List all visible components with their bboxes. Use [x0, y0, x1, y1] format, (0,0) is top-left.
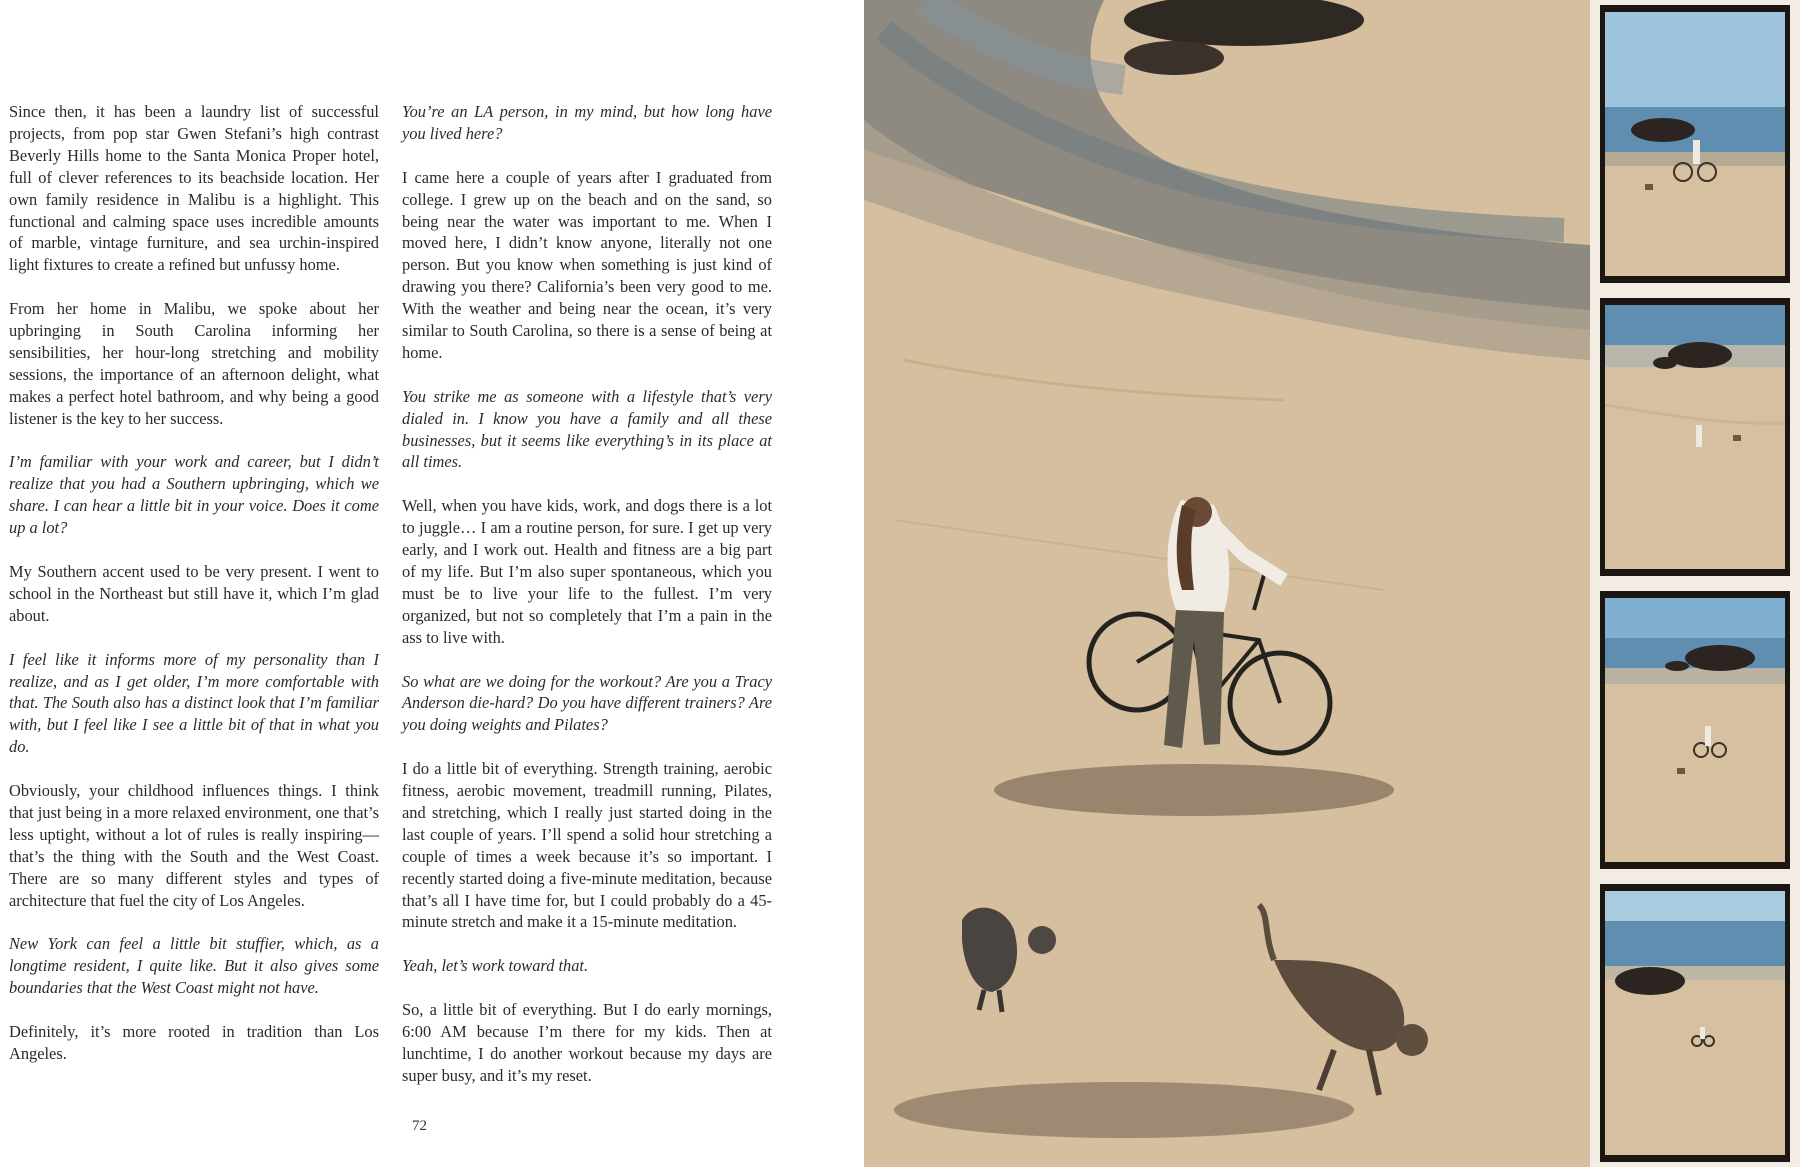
beach-thumbnail: [1605, 305, 1785, 569]
film-frame: [1600, 884, 1790, 1162]
page-number: 72: [412, 1118, 427, 1134]
film-frame: [1600, 5, 1790, 283]
body-paragraph: From her home in Malibu, we spoke about her upbringing in South Carolina informing her sensibilities, her hour-long stretching and mobility sessions, the importance of an afternoon delight, what makes a perfect hotel bathroom, and why being a good listener is the key to her success.: [9, 299, 379, 428]
body-paragraph: My Southern accent used to be very present. I went to school in the Northeast but still have it, which I’m glad about.: [9, 561, 379, 625]
beach-thumbnail: [1605, 12, 1785, 276]
body-paragraph: So, a little bit of everything. But I do early mornings, 6:00 AM because I’m there for my kids. Then at lunchtime, I do another workout because my days are super busy, and it’s my reset.: [402, 1000, 772, 1085]
article-page: [0, 0, 864, 1167]
film-strip: [1590, 0, 1800, 1167]
body-paragraph: Since then, it has been a laundry list of successful projects, from pop star Gwen Stefani’s high contrast Beverly Hills home to the Santa Monica Proper hotel, full of clever references to its beachside location. Her own family residence in Malibu is a highlight. This functional and calming space uses incredible amounts of marble, vintage furniture, and sea urchin-inspired light fixtures to create a refined but unfussy home.: [9, 102, 379, 275]
beach-thumbnail: [1605, 598, 1785, 862]
right-text-column: [402, 101, 772, 1109]
beach-thumbnail: [1605, 891, 1785, 1155]
interview-question: So what are we doing for the workout? Are you a Tracy Anderson die-hard? Do you have different trainers? Are you doing weights and Pilates?: [402, 671, 772, 735]
body-paragraph: I came here a couple of years after I graduated from college. I grew up on the beach and on the sand, so being near the water was important to me. When I moved here, I didn’t know anyone, literally not one person. But you know when something is just kind of drawing you there? California’s been very good to me. With the weather and being near the ocean, it’s very similar to South Carolina, so there is a sense of being at home.: [402, 167, 772, 362]
body-paragraph: Definitely, it’s more rooted in tradition than Los Angeles.: [9, 1021, 379, 1063]
interview-question: Yeah, let’s work toward that.: [402, 956, 589, 976]
body-paragraph: Well, when you have kids, work, and dogs there is a lot to juggle… I am a routine person, for sure. I get up very early, and I work out. Health and fitness are a big part of my life. But I’m also super spontaneous, which you must be to live your life to the fullest. I’m very organized, but not so completely that I’m a pain in the ass to live with.: [402, 496, 772, 647]
beach-bicycle-photo: [864, 0, 1590, 1167]
interview-question: I feel like it informs more of my personality than I realize, and as I get older, I’m more comfortable with that. The South also has a distinct look that I’m familiar with, but I feel like I see a little bit of that in what you do.: [9, 649, 379, 757]
body-paragraph: I do a little bit of everything. Strength training, aerobic fitness, aerobic movement, treadmill running, Pilates, and stretching, which I really just started doing in the last couple of years. I’ll spend a solid hour stretching a couple of times a week because it’s so important. I recently started doing a five-minute meditation, because that’s all I have time for, but I could probably do a 45-minute stretch and make it a 15-minute meditation.: [402, 759, 772, 932]
film-frame: [1600, 298, 1790, 576]
photo-spread: [864, 0, 1800, 1167]
interview-question: You strike me as someone with a lifestyle that’s very dialed in. I know you have a family and all these businesses, but it seems like everything’s in its place at all times.: [402, 386, 772, 472]
interview-question: You’re an LA person, in my mind, but how long have you lived here?: [402, 102, 772, 143]
left-text-column: [9, 101, 379, 1087]
film-frame: [1600, 591, 1790, 869]
interview-question: New York can feel a little bit stuffier, which, as a longtime resident, I quite like. But it also gives some boundaries that the West Coast might not have.: [9, 934, 379, 998]
interview-question: I’m familiar with your work and career, but I didn’t realize that you had a Southern upbringing, which we share. I can hear a little bit in your voice. Does it come up a lot?: [9, 452, 379, 538]
body-paragraph: Obviously, your childhood influences things. I think that just being in a more relaxed environment, one that’s less uptight, without a lot of rules is really inspiring— that’s the thing with the South and the West Coast. There are so many different styles and types of architecture that fuel the city of Los Angeles.: [9, 781, 379, 910]
